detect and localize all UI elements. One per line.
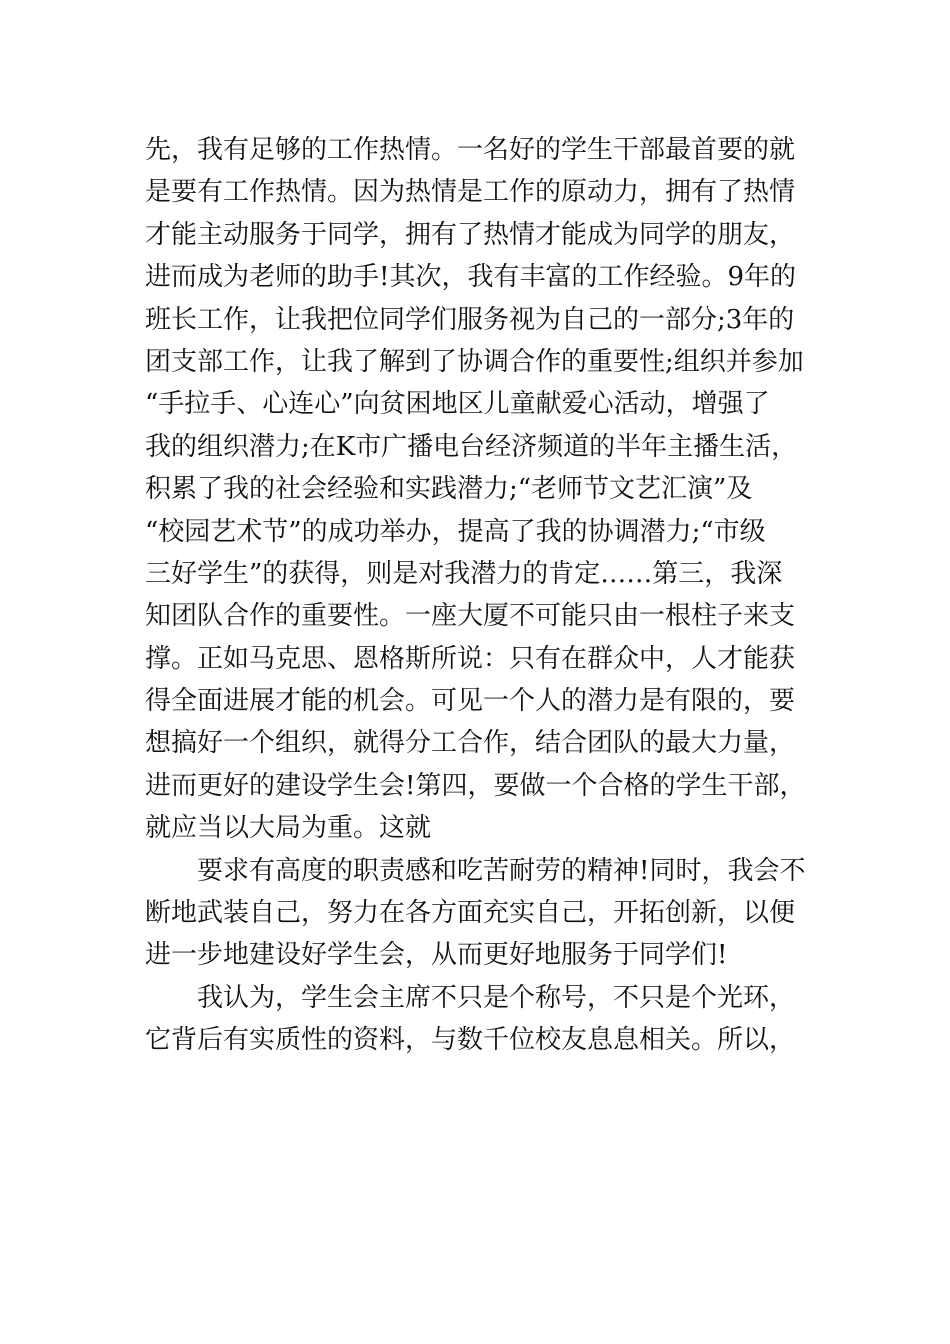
text-line: 想搞好一个组织，就得分工合作，结合团队的最大力量， <box>145 728 796 759</box>
text-line: 要求有高度的职责感和吃苦耐劳的精神!同时，我会不 <box>145 855 806 886</box>
text-line: 是要有工作热情。因为热情是工作的原动力，拥有了热情 <box>145 177 796 208</box>
text-line: 团支部工作，让我了解到了协调合作的重要性;组织并参加 <box>145 346 804 377</box>
text-line: 它背后有实质性的资料，与数千位校友息息相关。所以， <box>145 1025 796 1056</box>
text-line: 才能主动服务于同学，拥有了热情才能成为同学的朋友， <box>145 219 796 250</box>
text-line: 我的组织潜力;在K市广播电台经济频道的半年主播生活， <box>145 431 798 462</box>
text-line: 我认为，学生会主席不只是个称号，不只是个光环， <box>145 982 796 1013</box>
text-line: 知团队合作的重要性。一座大厦不可能只由一根柱子来支 <box>145 601 796 632</box>
text-line: 撑。正如马克思、恩格斯所说：只有在群众中，人才能获 <box>145 643 796 674</box>
body-text <box>145 129 815 1062</box>
text-line: 积累了我的社会经验和实践潜力;“老师节文艺汇演”及 <box>145 474 753 505</box>
text-line: 进而更好的建设学生会!第四，要做一个合格的学生干部， <box>145 770 806 801</box>
paragraph-1 <box>145 129 815 850</box>
text-line: 进一步地建设好学生会，从而更好地服务于同学们! <box>145 940 728 971</box>
text-line: 进而成为老师的助手!其次，我有丰富的工作经验。9年的 <box>145 262 796 293</box>
text-line: 三好学生”的获得，则是对我潜力的肯定……第三，我深 <box>145 558 783 589</box>
text-line: “校园艺术节”的成功举办，提高了我的协调潜力;“市级 <box>145 516 766 547</box>
paragraph-2 <box>145 850 815 977</box>
text-line: 得全面进展才能的机会。可见一个人的潜力是有限的，要 <box>145 686 796 717</box>
text-line: 断地武装自己，努力在各方面充实自己，开拓创新，以便 <box>145 898 796 929</box>
text-line: 先，我有足够的工作热情。一名好的学生干部最首要的就 <box>145 135 796 165</box>
paragraph-3 <box>145 977 815 1062</box>
text-line: 班长工作，让我把位同学们服务视为自己的一部分;3年的 <box>145 304 795 335</box>
text-line: “手拉手、心连心”向贫困地区儿童献爱心活动，增强了 <box>145 389 770 420</box>
text-line: 就应当以大局为重。这就 <box>145 813 432 844</box>
